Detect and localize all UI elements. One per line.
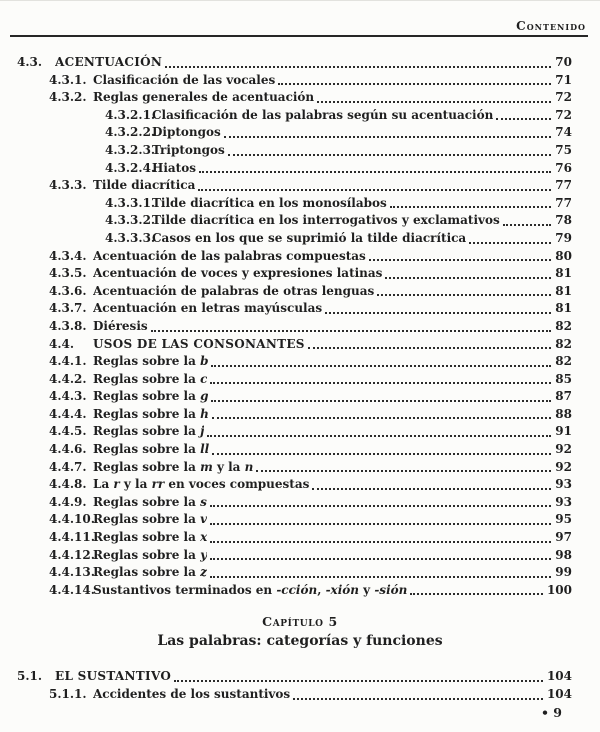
toc-title-segment: EL SUSTANTIVO xyxy=(55,669,172,684)
toc-title-segment: La xyxy=(93,477,114,492)
toc-title-segment: s xyxy=(200,494,207,509)
dot-leader xyxy=(312,488,551,490)
toc-entry-title xyxy=(55,668,171,686)
toc-entry-number: 4.3.3.2. xyxy=(105,213,156,228)
toc-entry-number: 4.3.5. xyxy=(49,266,87,281)
toc-entry-page: 80 xyxy=(555,248,572,263)
toc-entry xyxy=(0,494,572,512)
toc-entry-number: 4.4.3. xyxy=(49,389,87,404)
toc-entry-page: 97 xyxy=(555,530,572,545)
toc-entry-number: 5.1.1. xyxy=(49,687,87,701)
toc-entry-title xyxy=(55,54,162,72)
toc-list-bottom xyxy=(0,668,600,703)
toc-title-segment: Acentuación de las palabras compuestas xyxy=(93,248,366,263)
toc-entry-page: 104 xyxy=(546,687,572,701)
toc-title-segment: Acentuación de palabras de otras lenguas xyxy=(93,283,375,298)
toc-entry-title xyxy=(93,406,209,424)
toc-entry xyxy=(0,89,572,107)
toc-title-segment: c xyxy=(200,371,208,386)
toc-title-segment: -cción xyxy=(276,582,318,597)
toc-entry xyxy=(0,265,572,283)
toc-entry-title xyxy=(93,388,208,406)
toc-title-segment: Acentuación en letras mayúsculas xyxy=(93,301,323,316)
toc-title-segment: Reglas sobre la xyxy=(93,424,201,439)
dot-leader xyxy=(410,593,543,595)
toc-entry-number: 4.4.13. xyxy=(49,565,95,580)
dot-leader xyxy=(293,698,543,700)
toc-entry-title xyxy=(93,353,208,371)
dot-leader xyxy=(308,347,552,349)
toc-entry xyxy=(0,564,572,582)
toc-entry xyxy=(0,459,572,477)
toc-entry xyxy=(0,476,572,494)
toc-title-segment: y xyxy=(200,547,208,562)
toc-entry-number: 4.4.5. xyxy=(49,424,87,439)
toc-title-segment: m xyxy=(200,459,213,474)
toc-entry-page: 78 xyxy=(555,213,572,228)
toc-title-segment: Diéresis xyxy=(93,318,148,333)
toc-entry-title xyxy=(93,300,322,318)
toc-title-segment: n xyxy=(244,459,254,474)
toc-title-segment: Hiatos xyxy=(152,160,196,175)
toc-entry-page: 104 xyxy=(546,669,572,684)
toc-title-segment: Reglas sobre la xyxy=(93,512,201,527)
toc-entry-title xyxy=(93,441,209,459)
toc-entry-title xyxy=(93,459,253,477)
toc-entry-title xyxy=(152,212,500,230)
page-footer xyxy=(541,705,562,720)
dot-leader xyxy=(210,523,551,525)
dot-leader xyxy=(210,576,551,578)
toc-title-segment: Reglas sobre la xyxy=(93,442,201,457)
toc-title-segment: Casos en los que se suprimió la tilde diacrítica xyxy=(152,230,467,245)
dot-leader xyxy=(207,435,551,437)
toc-entry xyxy=(0,283,572,301)
dot-leader xyxy=(211,365,551,367)
toc-entry-page: 85 xyxy=(555,371,572,386)
toc-entry-title xyxy=(93,265,382,283)
toc-entry xyxy=(0,160,572,178)
toc-title-segment: Reglas sobre la xyxy=(93,494,201,509)
toc-entry-title xyxy=(93,582,407,600)
dot-leader xyxy=(165,66,551,68)
dot-leader xyxy=(210,558,551,560)
toc-entry-page: 79 xyxy=(555,230,572,245)
toc-entry-page: 100 xyxy=(546,582,572,597)
toc-entry-title xyxy=(93,564,207,582)
toc-entry xyxy=(0,686,572,704)
toc-entry-page: 71 xyxy=(555,72,572,87)
toc-title-segment: y la xyxy=(212,459,245,474)
toc-title-segment: Reglas sobre la xyxy=(93,565,201,580)
toc-entry xyxy=(0,371,572,389)
toc-entry xyxy=(0,668,572,686)
toc-entry-title xyxy=(93,529,207,547)
toc-title-segment: Triptongos xyxy=(152,142,225,157)
toc-entry-number: 4.4.14. xyxy=(49,582,95,597)
toc-title-segment: en voces compuestas xyxy=(164,477,310,492)
dot-leader xyxy=(496,118,551,120)
toc-entry-page: 95 xyxy=(555,512,572,527)
toc-entry-title xyxy=(93,371,207,389)
chapter-number: Capítulo 5 xyxy=(262,614,338,630)
toc-title-segment: USOS DE LAS CONSONANTES xyxy=(93,336,305,351)
toc-entry-number: 4.3.4. xyxy=(49,248,87,263)
toc-entry-page: 81 xyxy=(555,283,572,298)
dot-leader xyxy=(199,171,551,173)
toc-entry-title xyxy=(93,494,207,512)
toc-entry-title xyxy=(93,89,314,107)
toc-title-segment: Reglas sobre la xyxy=(93,547,201,562)
toc-entry-page: 93 xyxy=(555,477,572,492)
dot-leader xyxy=(211,400,551,402)
toc-entry xyxy=(0,300,572,318)
toc-entry-page: 82 xyxy=(555,336,572,351)
toc-entry xyxy=(0,177,572,195)
toc-title-segment: -sión xyxy=(374,582,408,597)
toc-title-segment: Tilde diacrítica en los interrogativos y exclamativos xyxy=(152,213,500,228)
toc-entry xyxy=(0,195,572,213)
toc-entry xyxy=(0,423,572,441)
toc-entry xyxy=(0,388,572,406)
toc-title-segment: Tilde diacrítica xyxy=(93,178,196,193)
dot-leader xyxy=(210,505,551,507)
toc-entry-page: 82 xyxy=(555,318,572,333)
toc-entry-title xyxy=(93,72,275,90)
toc-title-segment: Reglas generales de acentuación xyxy=(93,90,315,105)
toc-entry-title xyxy=(93,686,290,704)
toc-entry-page: 72 xyxy=(555,107,572,122)
toc-entry-number: 4.3.8. xyxy=(49,318,87,333)
toc-entry-title xyxy=(93,318,148,336)
toc-title-segment: y la xyxy=(119,477,152,492)
page-header xyxy=(10,1,588,37)
toc-title-segment: Reglas sobre la xyxy=(93,354,201,369)
toc-entry-number: 4.4.11. xyxy=(49,530,95,545)
chapter-title: Las palabras: categorías y funciones xyxy=(157,633,443,650)
toc-title-segment: Reglas sobre la xyxy=(93,389,201,404)
toc-title-segment: rr xyxy=(151,477,165,492)
toc-title-segment: Tilde diacrítica en los monosílabos xyxy=(152,195,387,210)
toc-title-segment: ll xyxy=(200,442,210,457)
toc-entry xyxy=(0,212,572,230)
dot-leader xyxy=(174,680,543,682)
toc-entry xyxy=(0,72,572,90)
dot-leader xyxy=(198,189,551,191)
toc-title-segment: y xyxy=(359,582,375,597)
toc-entry-title xyxy=(93,511,207,529)
toc-entry xyxy=(0,248,572,266)
toc-entry-page: 88 xyxy=(555,406,572,421)
toc-entry-page: 93 xyxy=(555,494,572,509)
dot-leader xyxy=(385,277,551,279)
dot-leader xyxy=(210,382,551,384)
toc-title-segment: b xyxy=(200,354,209,369)
toc-title-segment: , xyxy=(317,582,326,597)
toc-entry-page: 92 xyxy=(555,442,572,457)
toc-title-segment: -xión xyxy=(325,582,359,597)
dot-leader xyxy=(390,206,552,208)
toc-entry-number: 4.4.7. xyxy=(49,459,87,474)
toc-entry-number: 4.3. xyxy=(17,55,43,69)
chapter-heading xyxy=(0,614,600,649)
toc-entry-title xyxy=(152,124,221,142)
toc-entry-number: 4.3.2. xyxy=(49,90,87,105)
dot-leader xyxy=(325,312,551,314)
dot-leader xyxy=(317,101,551,103)
dot-leader xyxy=(228,154,552,156)
toc-title-segment: Acentuación de voces y expresiones latinas xyxy=(93,266,383,281)
toc-entry-number: 4.4.12. xyxy=(49,547,95,562)
toc-title-segment: Reglas sobre la xyxy=(93,371,201,386)
toc-entry-number: 4.4.1. xyxy=(49,354,87,369)
toc-title-segment: Reglas sobre la xyxy=(93,459,201,474)
toc-entry-number: 4.3.3. xyxy=(49,178,87,193)
toc-entry xyxy=(0,529,572,547)
toc-title-segment: Clasificación de las vocales xyxy=(93,72,276,87)
toc-title-segment: j xyxy=(200,424,205,439)
toc-title-segment: x xyxy=(200,530,208,545)
running-head: Contenido xyxy=(516,19,586,33)
toc-entry xyxy=(0,230,572,248)
toc-entry-page: 70 xyxy=(555,55,572,69)
toc-entry-number: 4.4.8. xyxy=(49,477,87,492)
toc-entry-title xyxy=(152,160,196,178)
dot-leader xyxy=(377,294,551,296)
toc-entry-page: 77 xyxy=(555,195,572,210)
toc-entry xyxy=(0,511,572,529)
toc-entry-title xyxy=(93,248,366,266)
toc-title-segment: v xyxy=(200,512,208,527)
dot-leader xyxy=(210,541,551,543)
toc-entry-page: 81 xyxy=(555,266,572,281)
toc-entry-page: 98 xyxy=(555,547,572,562)
toc-title-segment: Diptongos xyxy=(152,125,221,140)
toc-title-segment: ACENTUACIÓN xyxy=(55,55,163,69)
toc-entry xyxy=(0,336,572,354)
toc-entry-number: 4.4.10. xyxy=(49,512,95,527)
toc-entry-title xyxy=(152,230,466,248)
dot-leader xyxy=(212,417,552,419)
toc-title-segment: z xyxy=(200,565,207,580)
toc-entry-number: 5.1. xyxy=(17,669,43,684)
toc-entry-number: 4.3.6. xyxy=(49,283,87,298)
toc-list-top xyxy=(0,54,600,599)
dot-leader xyxy=(256,470,551,472)
toc-entry-number: 4.3.2.2. xyxy=(105,125,156,140)
toc-entry-title xyxy=(93,283,374,301)
toc-entry xyxy=(0,142,572,160)
toc-entry-page: 99 xyxy=(555,565,572,580)
toc-entry-number: 4.4.2. xyxy=(49,371,87,386)
toc-entry-title xyxy=(93,476,309,494)
toc-entry-number: 4.3.3.1. xyxy=(105,195,156,210)
dot-leader xyxy=(212,453,551,455)
page-number: • 9 xyxy=(540,705,562,720)
toc-entry-page: 77 xyxy=(555,178,572,193)
dot-leader xyxy=(278,83,551,85)
toc-title-segment: Accidentes de los sustantivos xyxy=(93,687,291,701)
toc-entry-number: 4.3.2.3. xyxy=(105,142,156,157)
toc-entry xyxy=(0,318,572,336)
toc-entry-title xyxy=(93,423,204,441)
dot-leader xyxy=(224,136,552,138)
toc-entry-number: 4.4.6. xyxy=(49,442,87,457)
dot-leader xyxy=(151,330,552,332)
toc-entry-page: 75 xyxy=(555,142,572,157)
toc-entry-number: 4.4.9. xyxy=(49,494,87,509)
toc-title-segment: r xyxy=(113,477,120,492)
toc-title-segment: g xyxy=(200,389,209,404)
toc-entry-title xyxy=(152,107,493,125)
toc-entry-number: 4.3.2.4. xyxy=(105,160,156,175)
toc-entry-title xyxy=(93,336,305,354)
toc-entry-page: 87 xyxy=(555,389,572,404)
toc-entry-page: 82 xyxy=(555,354,572,369)
toc-entry-number: 4.4. xyxy=(49,336,75,351)
toc-entry-number: 4.3.3.3. xyxy=(105,230,156,245)
toc-entry xyxy=(0,547,572,565)
toc-entry-number: 4.3.7. xyxy=(49,301,87,316)
toc-entry-title xyxy=(152,142,225,160)
dot-leader xyxy=(369,259,552,261)
toc-entry-title xyxy=(93,177,195,195)
toc-entry-title xyxy=(152,195,387,213)
toc-entry-page: 92 xyxy=(555,459,572,474)
toc-entry-title xyxy=(93,547,207,565)
toc-title-segment: Reglas sobre la xyxy=(93,406,201,421)
toc-entry xyxy=(0,54,572,72)
toc-entry xyxy=(0,406,572,424)
toc-entry-number: 4.3.1. xyxy=(49,72,87,87)
toc-entry-page: 74 xyxy=(555,125,572,140)
toc-title-segment: Reglas sobre la xyxy=(93,530,201,545)
toc-entry xyxy=(0,124,572,142)
toc-entry xyxy=(0,441,572,459)
toc-title-segment: Clasificación de las palabras según su acentuación xyxy=(152,107,494,122)
toc-entry-number: 4.4.4. xyxy=(49,406,87,421)
toc-entry-page: 91 xyxy=(555,424,572,439)
dot-leader xyxy=(469,242,551,244)
toc-entry xyxy=(0,582,572,600)
toc-entry xyxy=(0,353,572,371)
toc-entry-page: 76 xyxy=(555,160,572,175)
toc-entry xyxy=(0,107,572,125)
toc-entry-number: 4.3.2.1. xyxy=(105,107,156,122)
toc-title-segment: Sustantivos terminados en xyxy=(93,582,277,597)
toc-entry-page: 72 xyxy=(555,90,572,105)
dot-leader xyxy=(503,224,552,226)
toc-entry-page: 81 xyxy=(555,301,572,316)
toc-title-segment: h xyxy=(200,406,209,421)
